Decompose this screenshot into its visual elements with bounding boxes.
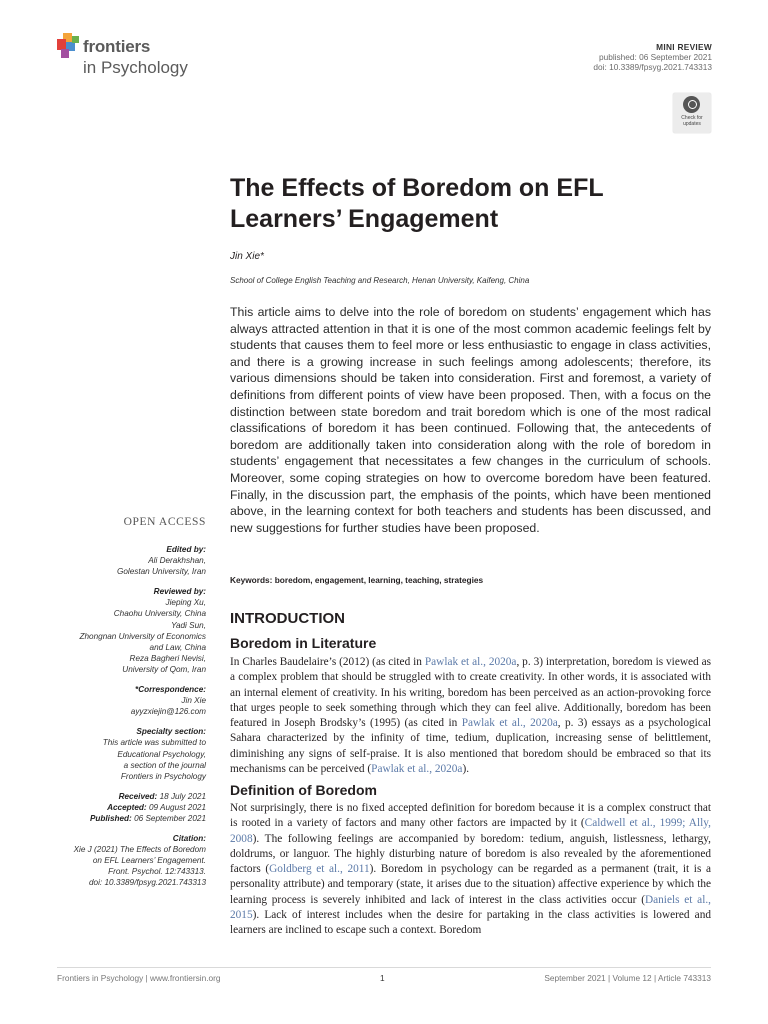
received-label: Received:: [118, 791, 158, 801]
check-for-updates-badge[interactable]: [673, 93, 711, 133]
edited-by-group: [36, 544, 206, 577]
citation-line: Xie J (2021) The Effects of Boredom: [73, 845, 206, 855]
footer-divider: [57, 967, 711, 968]
citation-group: [36, 833, 206, 888]
section-heading-introduction: INTRODUCTION: [230, 610, 345, 627]
check-updates-icon: [683, 96, 700, 113]
editor-line: Ali Derakhshan,: [148, 556, 206, 566]
footer-issue: September 2021 | Volume 12 | Article 743313: [544, 973, 711, 983]
citation-link[interactable]: Pawlak et al., 2020a: [461, 717, 558, 730]
citation-link[interactable]: Pawlak et al., 2020a: [424, 656, 517, 668]
subsection-heading-definition: Definition of Boredom: [230, 782, 377, 798]
article-type: MINI REVIEW: [656, 42, 712, 52]
citation-link[interactable]: Daniels et al., 2015: [230, 893, 711, 922]
citation-line[interactable]: doi: 10.3389/fpsyg.2021.743313: [89, 878, 206, 888]
paragraph-text: ). Boredom in psychology can be regarded as a permanent (trait, it is a personality attribute) and temporary (state, it arises due to the situation) affective experience by which the learning process is severely inhibited and lack of interest in the class activities occur (: [230, 863, 711, 906]
accepted-date: [36, 802, 206, 813]
citation-label: Citation:: [172, 834, 206, 844]
reviewer-line: University of Qom, Iran: [122, 664, 206, 674]
paragraph-text: Not surprisingly, there is no fixed accepted definition for boredom because it is a complex construct that is rooted in a variety of factors and many other factors are impacted by it (: [230, 802, 711, 830]
page-number: 1: [380, 973, 385, 983]
journal-logo[interactable]: [57, 33, 227, 83]
citation-line: on EFL Learners’ Engagement.: [92, 856, 206, 866]
accepted-value: 09 August 2021: [148, 802, 206, 812]
footer-journal[interactable]: Frontiers in Psychology | www.frontiersin.org: [57, 973, 221, 983]
frontiers-logo-icon: [57, 33, 81, 59]
subsection-heading-literature: Boredom in Literature: [230, 635, 377, 651]
paragraph-text: , p. 3) essays as a psychological Sahara characterized by the infinity of time, tedium, duplication, increasing sense of belittlement, diminishing any signs of self-praise. It is also mentioned that boredom should be embraced so that its mechanisms can be perceived (: [230, 717, 711, 776]
correspondence-name: Jin Xie: [181, 696, 206, 706]
article-meta: [593, 42, 712, 72]
reviewer-line: Zhongnan University of Economics: [79, 631, 206, 641]
published-value: 06 September 2021: [134, 813, 206, 823]
article-title: The Effects of Boredom on EFL Learners’ Engagement: [230, 174, 604, 233]
author[interactable]: Jin Xie*: [230, 251, 264, 262]
badge-text-line2: updates: [683, 121, 701, 127]
paragraph-text: ). The following feelings are accompanied by boredom: tedium, anguish, listlessness, lethargy, doldrums, or languor. The highly disturbing nature of boredom is also revealed by the aforementioned factors (: [230, 832, 711, 876]
reviewer-line: Yadi Sun,: [171, 620, 206, 630]
specialty-group: [36, 726, 206, 781]
paragraph-definition: [230, 801, 711, 939]
journal-logo-word1: frontiers: [83, 37, 151, 56]
reviewer-line: Chaohu University, China: [113, 609, 206, 619]
published-date-sidebar: [36, 813, 206, 824]
accepted-label: Accepted:: [107, 802, 147, 812]
badge-text-line1: Check for: [681, 115, 703, 121]
edited-by-label: Edited by:: [166, 545, 206, 554]
affiliation: School of College English Teaching and Research, Henan University, Kaifeng, China: [230, 276, 530, 285]
open-access-label: OPEN ACCESS: [123, 516, 206, 528]
journal-logo-word2: in Psychology: [83, 58, 188, 77]
citation-line: Front. Psychol. 12:743313.: [108, 867, 206, 877]
received-date: [36, 791, 206, 802]
correspondence-group: [36, 684, 206, 717]
editor-line: Golestan University, Iran: [116, 567, 206, 577]
specialty-line: a section of the journal: [123, 760, 206, 770]
paragraph-text: ). Lack of interest includes when the desire for partaking in the class activities is lowered and learners are inclined to escape such a context. Boredom: [230, 909, 711, 937]
published-label: Published:: [89, 813, 132, 823]
paragraph-literature: [230, 655, 711, 777]
specialty-label: Specialty section:: [136, 727, 206, 737]
article-info-sidebar: [36, 544, 206, 898]
doi[interactable]: doi: 10.3389/fpsyg.2021.743313: [593, 62, 712, 72]
published-date: published: 06 September 2021: [598, 52, 712, 62]
reviewed-by-label: Reviewed by:: [153, 587, 206, 597]
specialty-line: This article was submitted to: [102, 738, 206, 748]
paragraph-text: In Charles Baudelaire’s (2012) (as cited in: [230, 656, 425, 668]
abstract: This article aims to delve into the role of boredom on students’ engagement which has always attracted attention in that it is one of the most common academic feelings felt by students that causes them to feel more or less enthusiastic to engage in class activities, and there is a growing increase in such feelings among adolescents; therefore, its various dimensions should be taken into consideration. First and foremost, a variety of definitions from different points of view have been proposed. Then, with a focus on the distinction between state boredom and trait boredom which is one of the most radical classifications of boredom it has been continued. Following that, the antecedents of boredom are additionally taken into consideration along with the role of boredom in students’ engagement that necessitates a few changes in the curriculum of schools. Moreover, some coping strategies on how to overcome boredom have been featured. Finally, in the discussion part, the emphasis of the points, which have been mentioned above, in the learning context for both teachers and students has been discussed, and new suggestions for further studies have been proposed.: [230, 305, 711, 535]
citation-link[interactable]: Goldberg et al., 2011: [269, 863, 370, 876]
paragraph-text: ).: [462, 763, 470, 776]
reviewer-line: and Law, China: [149, 642, 206, 652]
badge-text: [673, 115, 711, 127]
correspondence-label: *Correspondence:: [135, 685, 206, 695]
reviewer-line: Reza Bagheri Nevisi,: [129, 653, 206, 663]
received-value: 18 July 2021: [159, 791, 206, 801]
correspondence-email[interactable]: ayyzxiejin@126.com: [130, 707, 206, 717]
citation-link[interactable]: Pawlak et al., 2020a: [371, 763, 463, 776]
keywords: Keywords: boredom, engagement, learning, teaching, strategies: [230, 575, 484, 585]
specialty-line: Frontiers in Psychology: [120, 771, 206, 781]
dates-group: [36, 791, 206, 824]
paragraph-text: , p. 3) interpretation, boredom is viewed as a complex problem that should be struggled with to create creativity. In other words, it is associated with an internal element of creativity. In his writing, boredom has been perceived as an action-provoking force that urges people to seek something through which they can feel alive. Additionally, boredom has been featured in Joseph Brodsky’s (1995) (as cited in: [230, 656, 711, 730]
specialty-line: Educational Psychology,: [117, 749, 206, 759]
reviewed-by-group: [36, 586, 206, 675]
citation-link[interactable]: Caldwell et al., 1999; Ally, 2008: [230, 817, 711, 845]
reviewer-line: Jieping Xu,: [165, 598, 206, 608]
